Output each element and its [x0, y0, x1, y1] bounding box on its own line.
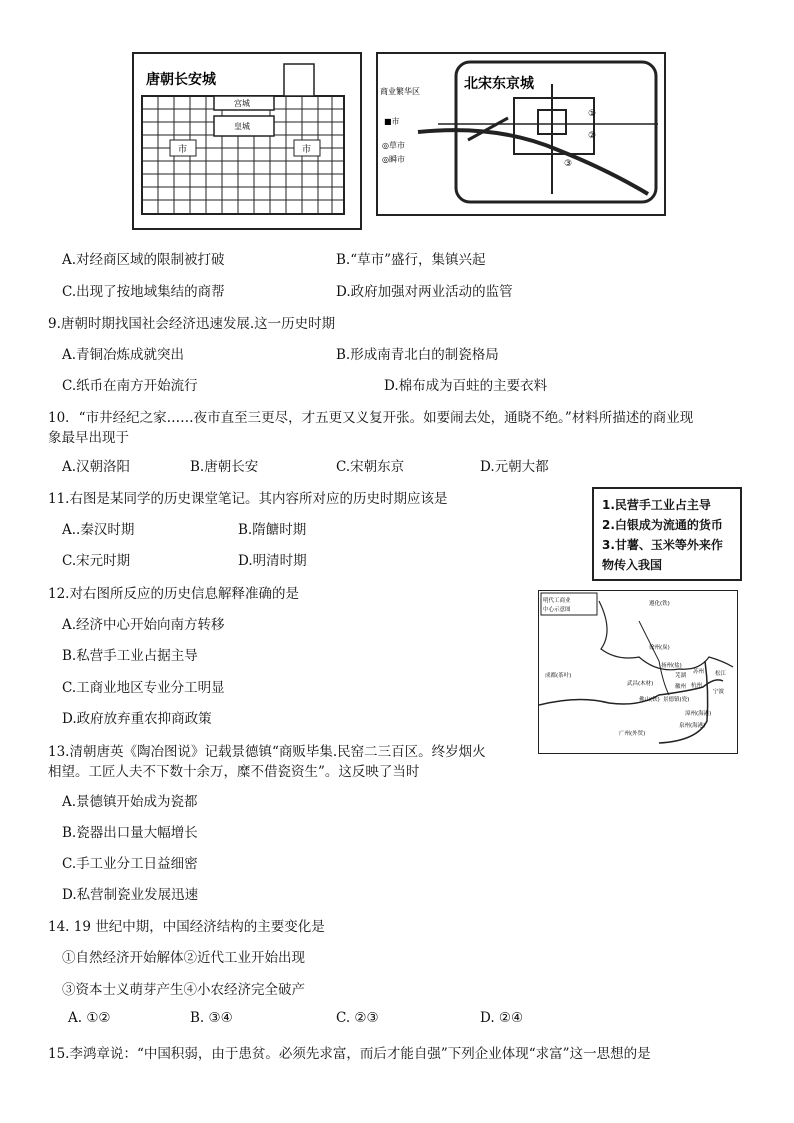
q8-option-a: A.对经商区域的限制被打破	[62, 252, 225, 268]
changan-map-svg	[134, 54, 360, 228]
q11-note-line2: 2.白银成为流通的货币	[602, 518, 723, 532]
q11-note-line1: 1.民营手工业占主导	[602, 498, 711, 512]
q13-stem-line1: 13.清朝唐英《陶冶图说》记载景德镇“商贩毕集.民窑二三百区。终岁烟火	[48, 744, 486, 760]
q10-option-d: D.元朝大都	[480, 459, 549, 475]
ming-map-wuchang: 武昌(木材)	[627, 681, 654, 687]
ming-map-foshan: 佛山(铁)	[639, 697, 660, 703]
q12-option-c: C.工商业地区专业分工明显	[62, 680, 225, 696]
q10-option-b: B.唐朝长安	[190, 459, 259, 475]
q9-stem: 9.唐朝时期找国社会经济迅速发展.这一历史时期	[48, 316, 336, 332]
q9-option-c: C.纸币在南方开始流行	[62, 378, 198, 394]
changan-palace1: 宫城	[234, 99, 250, 108]
ming-map-ningbo: 宁波	[713, 689, 725, 695]
ming-map-yangzhou: 扬州(盐)	[661, 663, 682, 669]
q14-option-c: C. ②③	[336, 1010, 379, 1026]
ming-commerce-map-figure	[538, 590, 738, 754]
dongjing-legend-market: ■市	[384, 117, 400, 126]
ming-map-songjiang: 松江	[715, 671, 727, 677]
q8-option-b: B.“草市”盛行，集镇兴起	[336, 252, 486, 268]
ming-map-zhangzhou: 漳州(海港)	[685, 711, 712, 717]
q9-option-b: B.形成南青北白的制瓷格局	[336, 347, 499, 363]
changan-palace2: 皇城	[234, 122, 250, 131]
dongjing-title: 北宋东京城	[464, 76, 534, 92]
q15-stem: 15.李鸿章说：“中国积弱，由于患贫。必须先求富，而后才能自强”下列企业体现“求富”这一思想的是	[48, 1046, 651, 1062]
dongjing-circle2: ②	[588, 131, 597, 141]
dongjing-legend-commerce: 商业繁华区	[380, 87, 420, 96]
q9-option-a: A.青铜冶炼成就突出	[62, 347, 185, 363]
changan-west-market: 市	[178, 145, 188, 155]
q8-option-d: D.政府加强对两业活动的监管	[336, 284, 513, 300]
q14-option-b: B. ③④	[190, 1010, 233, 1026]
q13-option-d: D.私营制瓷业发展迅速	[62, 887, 199, 903]
q12-stem: 12.对右图所反应的历史信息解释准确的是	[48, 586, 299, 602]
ming-map-chengdu: 成都(茶叶)	[545, 673, 572, 679]
ming-map-huizhou: 徽州	[675, 684, 687, 690]
dongjing-legend-caoshi: ◎草市	[382, 141, 405, 150]
q10-option-a: A.汉朝洛阳	[62, 459, 131, 475]
q12-option-d: D.政府放弃重农抑商政策	[62, 711, 212, 727]
dongjing-map-figure	[376, 52, 666, 216]
dongjing-circle1: ①	[588, 109, 597, 119]
q14-line1: ①自然经济开始解体②近代工业开始出现	[62, 950, 305, 966]
q13-option-a: A.景德镇开始成为瓷都	[62, 794, 198, 810]
q11-stem: 11.右图是某同学的历史课堂笔记。其内容所对应的历史时期应该是	[48, 491, 448, 507]
q11-note-line4: 物传入我国	[602, 558, 663, 572]
ming-map-title2: 中心示意图	[543, 607, 571, 613]
q13-option-c: C.手工业分工日益细密	[62, 856, 198, 872]
q9-option-d: D.棉布成为百蛀的主要衣料	[384, 378, 548, 394]
q13-option-b: B.瓷器出口量大幅增长	[62, 825, 198, 841]
ming-map-wuhu: 芜湖	[675, 673, 687, 679]
q11-option-d: D.明清时期	[238, 553, 307, 569]
ming-map-jingdezhen: 景德镇(瓷)	[663, 697, 690, 703]
q13-stem-line2: 相望。工匠人夫不下数十余万，糜不借瓷资生”。这反映了当时	[48, 764, 420, 780]
q14-line2: ③资本士义萌芽产生④小农经济完全破产	[62, 982, 305, 998]
q14-option-a: A. ①②	[68, 1010, 111, 1026]
q14-stem: 14. 19 世纪中期，中国经济结构的主要变化是	[48, 919, 325, 935]
q14-option-d: D. ②④	[480, 1010, 524, 1026]
q11-note-box	[592, 487, 742, 581]
q8-option-c: C.出现了按地域集结的商帮	[62, 284, 225, 300]
ming-map-title1: 明代工商业	[543, 598, 571, 604]
q11-note-line3: 3.甘薯、玉米等外来作	[602, 538, 723, 552]
ming-map-suzhou: 苏州	[693, 669, 705, 675]
q11-option-b: B.隋餹时期	[238, 522, 307, 538]
changan-east-market: 市	[302, 145, 312, 155]
changan-title: 唐朝长安城	[146, 72, 216, 88]
ming-commerce-map-svg	[539, 591, 737, 753]
q10-stem-line2: 象最早出现于	[48, 430, 129, 446]
ming-map-zunhua: 遵化(铁)	[649, 601, 670, 607]
q10-stem-line1: 10．“市井经纪之家……夜市直至三更尽，才五更又义复开张。如要闹去处，通晓不绝。”材料所描述的商业现	[48, 410, 694, 426]
ming-map-xuzhou: 徐州(炭)	[649, 645, 670, 651]
q11-option-a: A..秦汉时期	[62, 522, 135, 538]
dongjing-legend-yeshi: ◎瞬市	[382, 155, 405, 164]
changan-map-figure	[132, 52, 362, 230]
q10-option-c: C.宋朝东京	[336, 459, 405, 475]
ming-map-hangzhou: 杭州	[691, 683, 703, 689]
q12-option-a: A.经济中心开始向南方转移	[62, 617, 225, 633]
ming-map-guangzhou: 广州(外贸)	[619, 731, 646, 737]
dongjing-circle3: ③	[564, 159, 573, 169]
q12-option-b: B.私营手工业占据主导	[62, 648, 198, 664]
dongjing-map-svg	[378, 54, 664, 214]
q11-option-c: C.宋元时期	[62, 553, 131, 569]
ming-map-quanzhou: 泉州(海港)	[679, 723, 706, 729]
